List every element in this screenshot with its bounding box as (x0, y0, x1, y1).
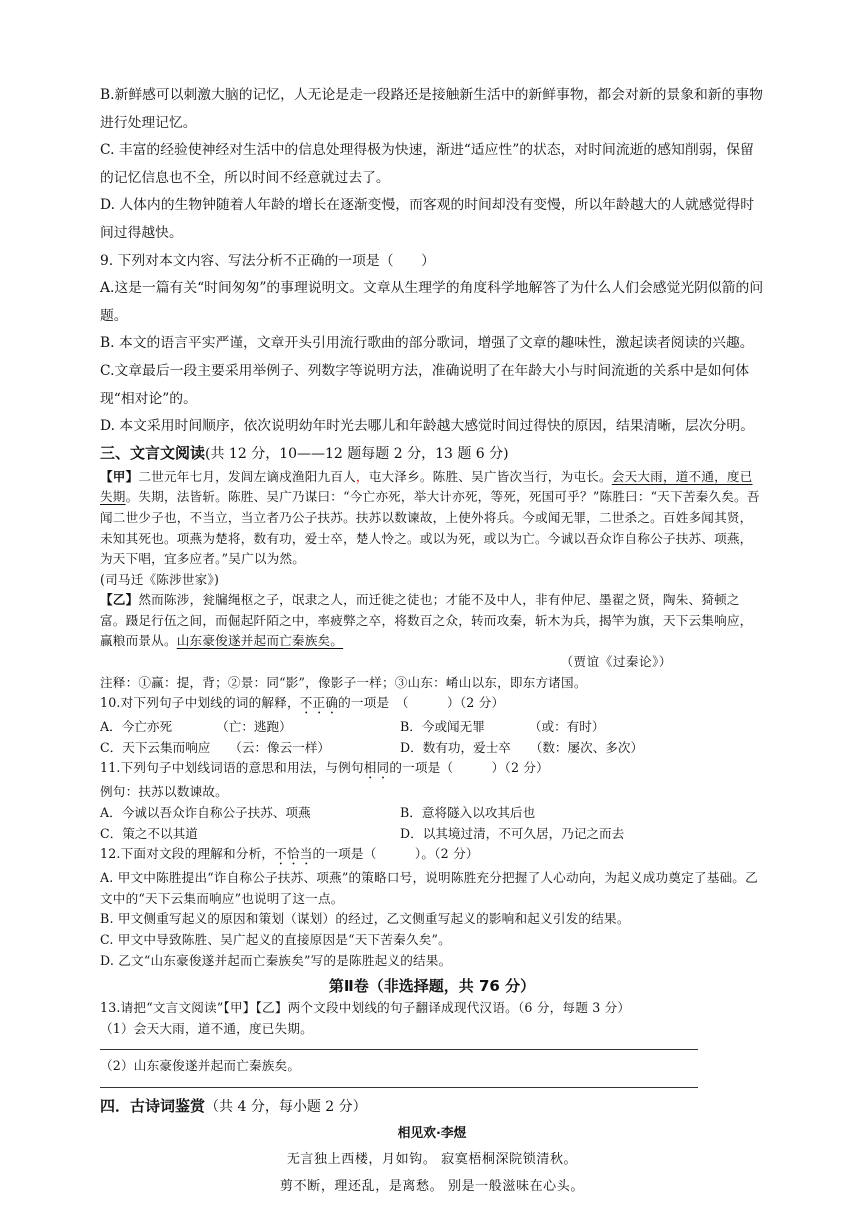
q8-option-d: D. 人体内的生物钟随着人年龄的增长在逐渐变慢，而客观的时间却没有变慢，所以年龄越大的人就感觉得时间过得越快。 (100, 197, 754, 241)
q10-option-d: D．数有功，爱士卒 （数：屡次、多次） (400, 739, 644, 755)
section-4-score-note: （共 4 分，每小题 2 分） (205, 1098, 367, 1115)
passage-jia-text-4: ，等死，死国可乎？”陈胜曰：“天下苦秦久矣。吾闻二世少子也，不当立，当立者乃公子扶苏。扶苏以数谏故，上使外将兵。今或闻无罪，二世杀之。百姓多闻其贤，未知其死也。项燕为楚将，数有功，爱士卒，楚人怜之。或以为死，或以为亡。今诚以吾众诈自称公子扶苏、项燕，为天下唱，宜多应者。”吴广以为然。 (100, 489, 760, 567)
q12-stem-a: 12.下面对文段的理解和分析， (100, 846, 275, 862)
exam-page (100, 82, 764, 1200)
passage-yi (100, 590, 764, 652)
q9-option-d: D. 本文采用时间顺序，依次说明幼年时光去哪儿和年龄越大感觉时间过得快的原因，结果清晰，层次分明。 (100, 418, 754, 435)
passage-jia-tag: 【甲】 (100, 468, 139, 484)
q12-stem-c: 的一项是（ ）。（2 分） (312, 846, 479, 862)
q9-option-c: C.文章最后一段主要采用举例子、列数字等说明方法，准确说明了在年龄大小与时间流逝的关系中是如何体现“相对论”的。 (100, 362, 750, 407)
q9-option-a: A.这是一篇有关“时间匆匆”的事理说明文。文章从生理学的角度科学地解答了为什么人们会感觉光阴似箭的问题。 (100, 280, 764, 324)
passage-jia-text-1: 二世元年七月，发闾左谪戍渔阳九百人 (138, 468, 356, 484)
q11-option-b: B．意将隧入以攻其后也 (400, 805, 536, 821)
q11-option-c: C．策之不以其道 (100, 825, 198, 841)
passage-yi-tag: 【乙】 (100, 592, 139, 608)
q10-stem-a: 10.对下列句子中划线的词的解释， (100, 695, 300, 711)
q10-stem (100, 693, 764, 717)
q11-row-1 (100, 803, 764, 824)
passage-yi-text: 然而陈涉，瓮牖绳枢之子，氓隶之人，而迁徙之徒也；才能不及中人，非有仲尼、墨翟之贤，陶朱、猗顿之富。蹑足行伍之间，而倔起阡陌之中，率疲弊之卒，将数百之众，转而攻秦，斩木为兵，揭竿为旗，天下云集响应，赢粮而景从。 (100, 592, 753, 649)
q13-sentence-1: （1）会天大雨，道不通，度已失期。 (100, 1020, 313, 1036)
q12-option-d: D. 乙文“山东豪俊遂并起而亡秦族矣”写的是陈胜起义的结果。 (100, 952, 452, 968)
q11-stem-c: 的一项是（ ）（2 分） (389, 760, 549, 776)
spacer (100, 1077, 764, 1083)
answer-line-2 (100, 1087, 698, 1088)
part-2-heading: 第Ⅱ卷（非选择题，共 76 分） (328, 977, 536, 996)
q10-option-b: B．今或闻无罪 （或：有时） (400, 719, 605, 735)
poem-line-1: 无言独上西楼，月如钩。 寂寞梧桐深院锁清秋。 (286, 1151, 578, 1167)
annotations: 注释：①赢：提，背；②景：同“影”，像影子一样；③山东：崤山以东，即东方诸国。 (100, 674, 587, 690)
q8-option-b: B.新鲜感可以刺激大脑的记忆，人无论是走一段路还是接触新生活中的新鲜事物，都会对新的景象和新的事物进行处理记忆。 (100, 87, 763, 131)
passage-jia-text-3: 。失期，法皆斩。陈胜、吴广乃谋曰：“今亡亦死，举大计亦死 (125, 489, 478, 505)
passage-jia-source: (司马迁《陈涉世家》) (100, 571, 220, 587)
passage-yi-source: （贾谊《过秦论》） (560, 654, 672, 670)
q10-stem-c: 的一项是 （ ）（2 分） (338, 695, 505, 711)
q12-stem-emphasis: 不恰当 (274, 846, 313, 862)
q12-stem (100, 844, 764, 868)
q11-stem-a: 11.下列句子中划线词语的意思和用法，与例句 (100, 760, 364, 776)
q12-option-c: C. 甲文中导致陈胜、吴广起义的直接原因是“天下苦秦久矣”。 (100, 932, 451, 947)
section-4-title: 四．古诗词鉴赏 (100, 1096, 206, 1115)
q11-option-a: A．今诚以吾众诈自称公子扶苏、项燕 (100, 805, 311, 821)
q10-row-2 (100, 738, 764, 759)
q11-stem-emphasis: 相同 (363, 760, 390, 776)
q11-option-d: D．以其境过清，不可久居，乃记之而去 (400, 825, 625, 841)
passage-jia-underlined-sentence: 会天大雨，道不通，度已失期 (100, 468, 753, 505)
q11-row-2 (100, 824, 764, 845)
q9-stem: 9. 下列对本文内容、写法分析不正确的一项是（ ） (100, 252, 435, 269)
q10-row-1 (100, 717, 764, 738)
q13-sentence-2: （2）山东豪俊遂并起而亡秦族矣。 (100, 1058, 301, 1074)
poem-title: 相见欢·李煜 (397, 1125, 467, 1141)
poem-line-2: 剪不断，理还乱，是离愁。 别是一般滋味在心头。 (280, 1178, 584, 1194)
q9-option-b: B. 本文的语言平实严谨，文章开头引用流行歌曲的部分歌词，增强了文章的趣味性，激起读者阅读的兴趣。 (100, 335, 754, 352)
q10-option-c: C．天下云集而响应 （云：像云一样） (100, 739, 331, 755)
q12-option-b: B. 甲文侧重写起义的原因和策划（谋划）的经过，乙文侧重写起义的影响和起义引发的结果。 (100, 911, 630, 927)
passage-jia-text-2: 屯大泽乡。陈胜、吴广皆次当行，为屯长。 (368, 468, 612, 484)
passage-jia (100, 467, 764, 570)
answer-line-1 (100, 1049, 698, 1050)
q11-stem (100, 758, 764, 782)
q11-example: 例句：扶苏以数谏故。 (100, 784, 228, 800)
q13-stem: 13.请把“文言文阅读”【甲】【乙】两个文段中划线的句子翻译成现代汉语。（6 分，每题 3 分） (100, 1000, 631, 1016)
q8-option-c: C. 丰富的经验使神经对生活中的信息处理得极为快速，渐进“适应性”的状态，对时间流逝的感知削弱，保留的记忆信息也不全，所以时间不经意就过去了。 (100, 142, 754, 186)
section-3-score-note: (共 12 分，10——12 题每题 2 分，13 题 6 分) (205, 445, 509, 462)
section-3-title: 三、文言文阅读 (100, 443, 206, 462)
q10-option-a: A．今亡亦死 （亡：逃跑） (100, 719, 292, 735)
section-4-heading (100, 1094, 764, 1120)
section-3-heading (100, 441, 764, 467)
q10-stem-emphasis: 不正确 (299, 695, 339, 711)
spacer (100, 1039, 764, 1045)
q12-option-a: A. 甲文中陈胜提出“诈自称公子扶苏、项燕”的策略口号，说明陈胜充分把握了人心动向，为起义成功奠定了基础。乙文中的“天下云集而响应”也说明了这一点。 (100, 870, 758, 906)
red-comma: ， (355, 468, 369, 484)
passage-yi-underlined-sentence: 山东豪俊遂并起而亡秦族矣。 (176, 633, 344, 649)
